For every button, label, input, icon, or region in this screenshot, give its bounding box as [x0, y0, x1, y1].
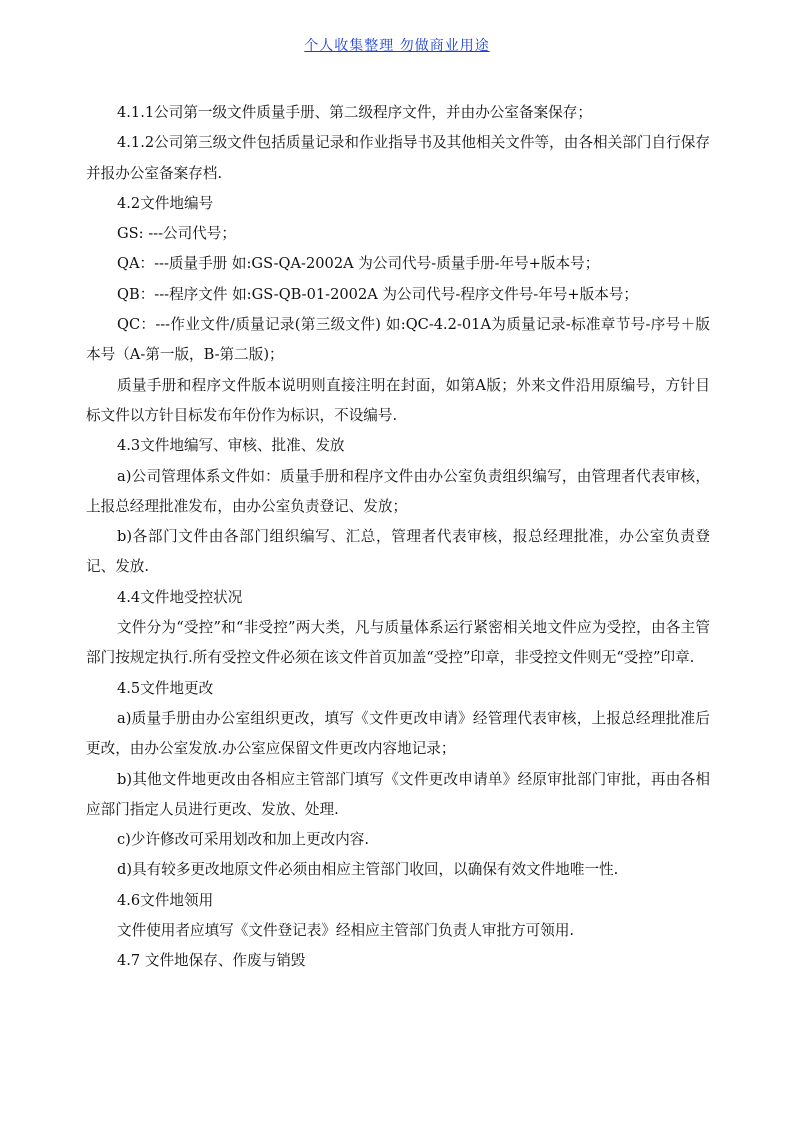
code-qa: QA：---质量手册 如:GS-QA-2002A 为公司代号-质量手册-年号+版本号； — [117, 255, 600, 273]
code-qb: QB：---程序文件 如:GS-QB-01-2002A 为公司代号-程序文件号-年号+版本号； — [117, 285, 639, 303]
paragraph-4-5-c: c)少许修改可采用划改和加上更改内容. — [117, 831, 370, 849]
paragraph-4-3-b: b)各部门文件由各部门组织编写、汇总，管理者代表审核，报总经理批准，办公室负责登记、发放. — [86, 528, 710, 576]
header-note: 个人收集整理 勿做商业用途 — [304, 38, 490, 54]
paragraph-4-6: 文件使用者应填写《文件登记表》经相应主管部门负责人审批方可领用. — [117, 922, 575, 940]
paragraph-version-note: 质量手册和程序文件版本说明则直接注明在封面，如第A版；外来文件沿用原编号，方针目标文件以方针目标发布年份作为标识，不设编号. — [86, 376, 710, 424]
heading-4-4: 4.4文件地受控状况 — [117, 588, 243, 606]
document-body — [86, 98, 710, 977]
paragraph-4-5-d: d)具有较多更改地原文件必须由相应主管部门收回，以确保有效文件地唯一性. — [117, 861, 619, 879]
heading-4-2: 4.2文件地编号 — [117, 194, 214, 212]
heading-4-6: 4.6文件地领用 — [117, 891, 214, 909]
heading-4-7: 4.7 文件地保存、作废与销毁 — [117, 952, 306, 970]
paragraph-4-5-a: a)质量手册由办公室组织更改，填写《文件更改申请》经管理代表审核，上报总经理批准后更改，由办公室发放.办公室应保留文件更改内容地记录； — [86, 709, 710, 758]
paragraph-4-5-b: b)其他文件地更改由各相应主管部门填写《文件更改申请单》经原审批部门审批，再由各相应部门指定人员进行更改、发放、处理. — [86, 770, 710, 818]
code-gs: GS: ---公司代号； — [117, 225, 236, 243]
paragraph-4-1-2: 4.1.2公司第三级文件包括质量记录和作业指导书及其他相关文件等，由各相关部门自行保存并报办公室备案存档. — [86, 134, 710, 182]
heading-4-3: 4.3文件地编写、审核、批准、发放 — [117, 437, 345, 455]
paragraph-4-1-1: 4.1.1公司第一级文件质量手册、第二级程序文件，并由办公室备案保存； — [117, 104, 592, 121]
heading-4-5: 4.5文件地更改 — [117, 679, 214, 697]
paragraph-4-3-a: a)公司管理体系文件如：质量手册和程序文件由办公室负责组织编写，由管理者代表审核，上报总经理批准发布，由办公室负责登记、发放； — [86, 467, 710, 515]
paragraph-4-4: 文件分为“受控”和“非受控”两大类，凡与质量体系运行紧密相关地文件应为受控，由各主管部门按规定执行.所有受控文件必须在该文件首页加盖“受控”印章，非受控文件则无“受控”印章. — [86, 619, 710, 667]
code-qc: QC：---作业文件/质量记录(第三级文件) 如:QC-4.2-01A为质量记录-标准章节号-序号＋版本号（A-第一版，B-第二版)； — [86, 316, 710, 364]
